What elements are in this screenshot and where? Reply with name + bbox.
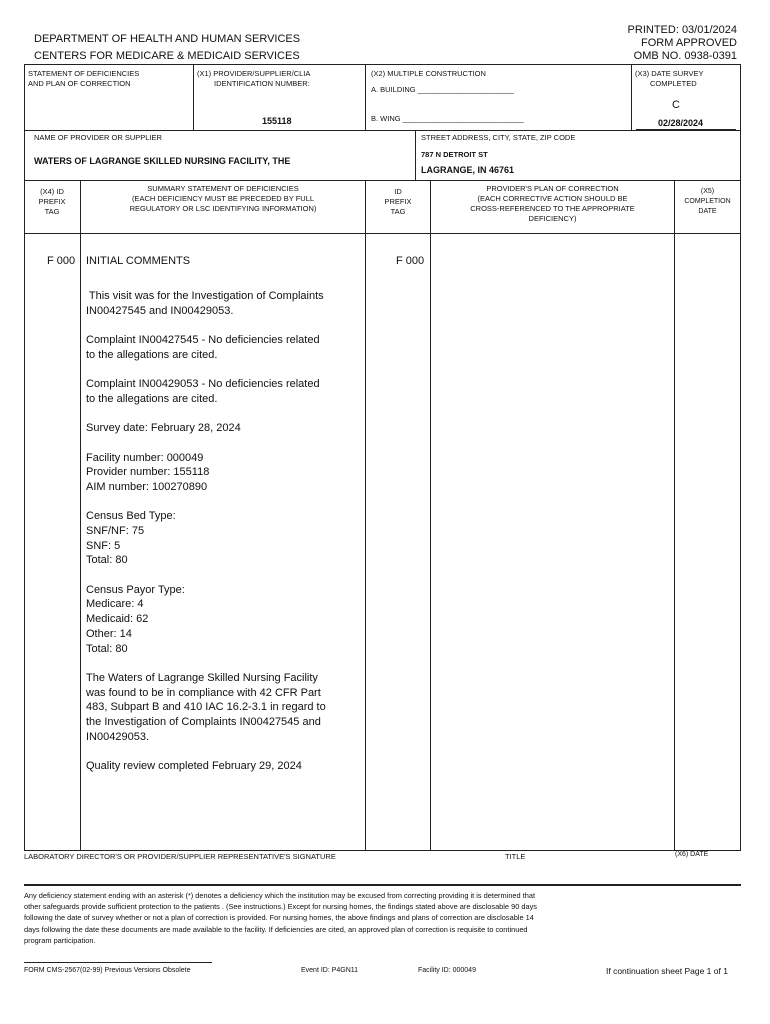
column-header-divider <box>24 233 741 234</box>
x4-header-line-3: TAG <box>44 207 60 216</box>
omb-number: OMB NO. 0938-0391 <box>633 50 737 62</box>
address-line-1: 787 N DETROIT ST <box>421 150 488 159</box>
x3-label-1: (X3) DATE SURVEY <box>635 69 704 78</box>
title-label: TITLE <box>505 852 526 861</box>
address-divider <box>415 130 416 180</box>
statement-label-1: STATEMENT OF DEFICIENCIES <box>28 69 140 78</box>
entry-line <box>86 744 361 759</box>
provider-label: NAME OF PROVIDER OR SUPPLIER <box>34 133 162 142</box>
summary-header-line-1: SUMMARY STATEMENT OF DEFICIENCIES <box>147 184 299 193</box>
entry-line: 483, Subpart B and 410 IAC 16.2-3.1 in regard to <box>86 701 326 714</box>
entry-line: Complaint IN00427545 - No deficiencies related <box>86 334 320 347</box>
notice-line: Any deficiency statement ending with an asterisk (*) denotes a deficiency which the institution may be excused from correcting providing it is determined that <box>24 891 536 900</box>
entry-line: SNF/NF: 75 <box>86 525 145 537</box>
x1-value: 155118 <box>262 116 292 126</box>
entry-line: to the allegations are cited. <box>86 348 218 361</box>
provider-name: WATERS OF LAGRANGE SKILLED NURSING FACILITY, THE <box>34 156 291 166</box>
x3-date: 02/28/2024 <box>658 118 704 128</box>
right-border <box>740 64 741 850</box>
entry-line <box>86 318 361 333</box>
x5-header-line-1: (X5) <box>700 188 715 195</box>
x2-divider <box>365 64 366 130</box>
form-approved: FORM APPROVED <box>641 37 737 49</box>
entry-line: The Waters of Lagrange Skilled Nursing Facility <box>86 671 318 684</box>
notice-line: program participation. <box>24 935 96 945</box>
notice-line: other safeguards provide sufficient protection to the patients . (See instructions.) Except for nursing homes, the findings stated above are disclosable 90 days <box>24 902 537 912</box>
centers-title: CENTERS FOR MEDICARE & MEDICAID SERVICES <box>34 50 300 62</box>
entry-line: Quality review completed February 29, 2024 <box>86 760 302 772</box>
entry-line <box>86 407 361 422</box>
entry-line: Complaint IN00429053 - No deficiencies related <box>86 378 320 391</box>
entry-line <box>86 568 361 583</box>
entry-line: Survey date: February 28, 2024 <box>86 422 241 435</box>
signature-label: LABORATORY DIRECTOR'S OR PROVIDER/SUPPLIER REPRESENTATIVE'S SIGNATURE <box>24 852 336 861</box>
x4-col-divider <box>80 180 81 850</box>
left-border <box>24 64 25 850</box>
x3-divider <box>631 64 632 130</box>
statement-label-2: AND PLAN OF CORRECTION <box>28 79 131 88</box>
entry-line <box>86 495 361 510</box>
signature-bottom-border <box>24 884 741 886</box>
entry-line: IN00427545 and IN00429053. <box>86 304 234 317</box>
notice-line: following the date of survey whether or not a plan of correction is provided. For nursing homes, the above findings and plans of correction are disclosable 14 <box>24 913 534 923</box>
x4-header-line-2: PREFIX <box>38 197 66 206</box>
signature-top-border <box>24 850 741 851</box>
entry-line: Total: 80 <box>86 642 128 655</box>
entry-line: Census Payor Type: <box>86 583 185 596</box>
plan-header-line-2: (EACH CORRECTIVE ACTION SHOULD BE <box>477 194 628 203</box>
box-divider <box>24 130 741 131</box>
footer-rule <box>24 962 212 963</box>
summary-header-line-2: (EACH DEFICIENCY MUST BE PRECEDED BY FULL <box>131 194 315 203</box>
x3-underline <box>636 129 736 130</box>
wing-label: B. WING _____________________________ <box>371 114 524 123</box>
entry-body <box>86 289 361 774</box>
entry-line: the Investigation of Complaints IN00427545 and <box>86 715 321 728</box>
entry-line: IN00429053. <box>86 730 149 743</box>
plan-header <box>431 184 674 224</box>
entry-heading: INITIAL COMMENTS <box>86 255 191 267</box>
x3-label-2: COMPLETED <box>650 79 697 88</box>
top-border <box>24 64 741 65</box>
x2-label: (X2) MULTIPLE CONSTRUCTION <box>371 69 486 78</box>
id-col-divider <box>430 180 431 850</box>
entry-line <box>86 656 361 671</box>
id-header <box>366 187 430 217</box>
x4-header <box>24 187 80 217</box>
notice-paragraph <box>24 890 740 946</box>
x5-header-line-3: DATE <box>698 208 717 215</box>
x5-header-line-2: COMPLETION <box>684 198 731 205</box>
entry-line: Total: 80 <box>86 554 128 567</box>
entry-line: Medicaid: 62 <box>86 613 149 626</box>
entry-line: Medicare: 4 <box>86 598 144 611</box>
facility-id: Facility ID: 000049 <box>418 967 476 974</box>
address-line-2: LAGRANGE, IN 46761 <box>421 165 515 175</box>
entry-line <box>86 436 361 451</box>
address-label: STREET ADDRESS, CITY, STATE, ZIP CODE <box>421 133 576 142</box>
plan-header-line-3: CROSS-REFERENCED TO THE APPROPRIATE <box>470 204 635 213</box>
form-number: FORM CMS-2567(02-99) Previous Versions Obsolete <box>24 967 191 974</box>
printed-date: PRINTED: 03/01/2024 <box>627 24 737 36</box>
event-id: Event ID: P4GN11 <box>301 967 359 974</box>
building-label: A. BUILDING _______________________ <box>371 85 514 94</box>
tag-right: F 000 <box>396 255 425 267</box>
plan-header-line-1: PROVIDER'S PLAN OF CORRECTION <box>486 184 619 193</box>
plan-col-divider <box>674 180 675 850</box>
tag-left: F 000 <box>47 255 76 267</box>
x6-date-label: (X6) DATE <box>675 851 709 858</box>
id-header-line-2: PREFIX <box>384 197 412 206</box>
department-title: DEPARTMENT OF HEALTH AND HUMAN SERVICES <box>34 33 301 45</box>
x1-label-2: IDENTIFICATION NUMBER: <box>214 79 310 88</box>
entry-line: was found to be in compliance with 42 CFR Part <box>86 686 321 699</box>
id-header-line-1: ID <box>394 187 402 196</box>
x5-header <box>675 187 740 217</box>
x1-divider <box>193 64 194 130</box>
entry-line: This visit was for the Investigation of Complaints <box>86 290 324 302</box>
entry-line: Census Bed Type: <box>86 510 176 523</box>
entry-line: Facility number: 000049 <box>86 451 204 464</box>
plan-header-line-4: DEFICIENCY) <box>528 214 577 223</box>
x3-code: C <box>672 99 680 111</box>
entry-line <box>86 362 361 377</box>
summary-header-line-3: REGULATORY OR LSC IDENTIFYING INFORMATION) <box>129 204 317 213</box>
id-header-line-3: TAG <box>390 207 406 216</box>
page-indicator: If continuation sheet Page 1 of 1 <box>606 966 728 976</box>
entry-line: to the allegations are cited. <box>86 392 218 405</box>
entry-line: Other: 14 <box>86 627 132 640</box>
provider-divider <box>24 180 741 181</box>
x1-label-1: (X1) PROVIDER/SUPPLIER/CLIA <box>197 69 311 78</box>
x4-header-line-1: (X4) ID <box>40 187 64 196</box>
entry-line: AIM number: 100270890 <box>86 480 208 493</box>
entry-line: SNF: 5 <box>86 539 121 552</box>
notice-line: days following the date these documents are made available to the facility. If deficiencies are cited, an approved plan of correction is requisite to continued <box>24 924 528 934</box>
summary-header <box>81 184 365 214</box>
entry-line: Provider number: 155118 <box>86 466 210 479</box>
summary-col-divider <box>365 180 366 850</box>
